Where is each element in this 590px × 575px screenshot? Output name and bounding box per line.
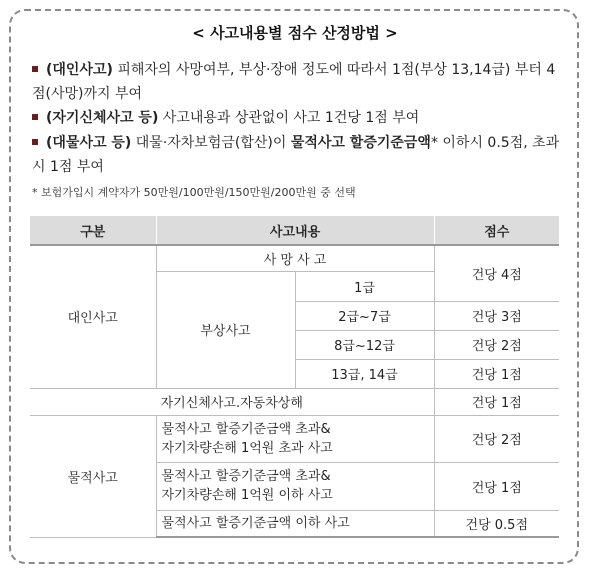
category-personal: 대인사고 <box>30 245 156 388</box>
rule-label: (대물사고 등) <box>46 135 132 151</box>
score-cell: 건당 1점 <box>434 462 559 510</box>
grade-cell: 2급~7급 <box>295 301 434 330</box>
rule-text: 대물·자차보험금(합산)이 <box>135 135 287 151</box>
content-property-3: 물적사고 할증기준금액 이하 사고 <box>156 510 434 537</box>
content-self-injury: 자기신체사고.자동차상해 <box>30 388 434 415</box>
rule-text: * 이하시 0.5점, 초과시 1점 부여 <box>32 135 560 175</box>
score-cell: 건당 2점 <box>434 415 559 462</box>
score-cell: 건당 0.5점 <box>434 510 559 537</box>
page-title: < 사고내용별 점수 산정방법 > <box>192 24 398 42</box>
table-row <box>30 415 559 462</box>
rule-highlight: 물적사고 할증기준금액 <box>290 135 431 151</box>
square-bullet-icon <box>32 114 38 120</box>
content-line: 물적사고 할증기준금액 초과& <box>161 421 331 437</box>
table-header-row <box>30 216 559 245</box>
footnote: * 보험가입시 계약자가 50만원/100만원/150만원/200만원 중 선택 <box>32 186 356 199</box>
rule-text: 사고내용과 상관없이 사고 1건당 1점 부여 <box>162 110 420 126</box>
header-content: 사고내용 <box>156 216 434 245</box>
content-death: 사 망 사 고 <box>156 245 434 271</box>
score-cell: 건당 3점 <box>434 301 559 330</box>
table-row <box>30 245 559 271</box>
category-property: 물적사고 <box>30 415 156 537</box>
grade-cell: 13급, 14급 <box>295 359 434 388</box>
header-score: 점수 <box>434 216 559 245</box>
header-category: 구분 <box>30 216 156 245</box>
score-cell: 건당 1점 <box>434 388 559 415</box>
grade-cell: 1급 <box>295 271 434 301</box>
rule-property <box>32 131 564 179</box>
rule-text: 피해자의 사망여부, 부상·장애 정도에 따라서 1점(부상 13,14급) 부터 4점(사망)까지 부여 <box>32 62 556 102</box>
content-line: 자기차량손해 1억원 초과 사고 <box>161 440 333 456</box>
square-bullet-icon <box>32 139 38 145</box>
content-line: 자기차량손해 1억원 이하 사고 <box>161 488 333 503</box>
rule-self-injury <box>32 106 564 130</box>
content-property-1 <box>156 415 434 462</box>
content-property-2 <box>156 462 434 510</box>
rule-label: (대인사고) <box>46 62 113 78</box>
square-bullet-icon <box>32 66 38 72</box>
table-row <box>30 388 559 415</box>
grade-cell: 8급~12급 <box>295 330 434 359</box>
score-cell: 건당 1점 <box>434 359 559 388</box>
rule-personal <box>32 58 564 106</box>
content-injury: 부상사고 <box>156 271 295 388</box>
rule-label: (자기신체사고 등) <box>46 110 159 126</box>
score-cell: 건당 2점 <box>434 330 559 359</box>
score-cell: 건당 4점 <box>434 245 559 301</box>
content-line: 물적사고 할증기준금액 초과& <box>161 469 331 484</box>
score-table <box>30 216 559 538</box>
